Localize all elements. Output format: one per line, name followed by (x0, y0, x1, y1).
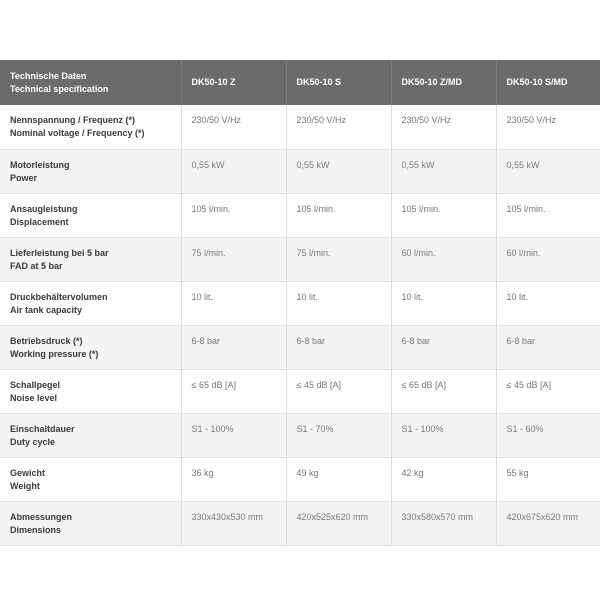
row-label (0, 193, 181, 237)
table-cell: ≤ 65 dB [A] (181, 369, 286, 413)
table-cell: 55 kg (496, 457, 600, 501)
table-cell: 230/50 V/Hz (391, 105, 496, 149)
column-header-model: DK50-10 S (286, 60, 391, 105)
row-label-en: Duty cycle (10, 436, 56, 447)
table-cell: ≤ 45 dB [A] (286, 369, 391, 413)
table-cell: 0,55 kW (496, 149, 600, 193)
row-label-en: Displacement (10, 216, 69, 227)
table-cell: 10 lit. (286, 281, 391, 325)
row-label-en: Working pressure (*) (10, 348, 99, 359)
table-cell: 105 l/min. (181, 193, 286, 237)
table-cell: 6-8 bar (286, 325, 391, 369)
table-row (0, 457, 600, 501)
row-label (0, 413, 181, 457)
row-label (0, 237, 181, 281)
table-cell: 0,55 kW (391, 149, 496, 193)
table-cell: 6-8 bar (181, 325, 286, 369)
header-label-en: Technical specification (10, 83, 109, 94)
table-cell: 420x675x620 mm (496, 501, 600, 545)
row-label-de: Lieferleistung bei 5 bar (10, 247, 109, 258)
table-row (0, 501, 600, 545)
row-label-en: Weight (10, 480, 40, 491)
table-row (0, 325, 600, 369)
table-cell: 10 lit. (391, 281, 496, 325)
row-label-de: Gewicht (10, 467, 46, 478)
table-cell: 60 l/min. (496, 237, 600, 281)
table-cell: S1 - 70% (286, 413, 391, 457)
table-cell: 36 kg (181, 457, 286, 501)
table-body (0, 105, 600, 545)
table-cell: S1 - 100% (391, 413, 496, 457)
column-header-model: DK50-10 Z/MD (391, 60, 496, 105)
table-cell: 420x525x620 mm (286, 501, 391, 545)
row-label (0, 501, 181, 545)
table-cell: 105 l/min. (391, 193, 496, 237)
row-label (0, 325, 181, 369)
column-header-model: DK50-10 Z (181, 60, 286, 105)
table-row (0, 281, 600, 325)
table-row (0, 369, 600, 413)
row-label-en: FAD at 5 bar (10, 260, 63, 271)
row-label-en: Air tank capacity (10, 304, 83, 315)
table-cell: ≤ 45 dB [A] (496, 369, 600, 413)
column-header-model: DK50-10 S/MD (506, 77, 568, 87)
table-cell: 42 kg (391, 457, 496, 501)
table-row (0, 237, 600, 281)
table-row (0, 149, 600, 193)
table-cell: 49 kg (286, 457, 391, 501)
row-label-en: Noise level (10, 392, 58, 403)
table-cell: 0,55 kW (181, 149, 286, 193)
table-cell: S1 - 60% (496, 413, 600, 457)
table-row (0, 413, 600, 457)
row-label-de: Druckbehältervolumen (10, 291, 108, 302)
header-label-de: Technische Daten (10, 70, 87, 81)
table-row (0, 193, 600, 237)
table-cell: 10 lit. (496, 281, 600, 325)
row-label-de: Betriebsdruck (*) (10, 335, 83, 346)
table-cell: ≤ 65 dB [A] (391, 369, 496, 413)
row-label (0, 149, 181, 193)
table-cell: 230/50 V/Hz (496, 105, 600, 149)
table-cell: 105 l/min. (286, 193, 391, 237)
table-cell: 10 lit. (181, 281, 286, 325)
row-label (0, 369, 181, 413)
row-label-en: Dimensions (10, 524, 62, 535)
table-cell: 0,55 kW (286, 149, 391, 193)
row-label-de: Ansaugleistung (10, 203, 78, 214)
table-cell: 6-8 bar (391, 325, 496, 369)
table-row (0, 105, 600, 149)
table-cell: 60 l/min. (391, 237, 496, 281)
header-label-cell (0, 60, 181, 105)
table-cell: 330x430x530 mm (181, 501, 286, 545)
table-cell: 330x580x570 mm (391, 501, 496, 545)
table-cell: 6-8 bar (496, 325, 600, 369)
row-label (0, 281, 181, 325)
row-label-de: Einschaltdauer (10, 423, 75, 434)
table-cell: S1 - 100% (181, 413, 286, 457)
row-label-de: Schallpegel (10, 379, 61, 390)
table-cell: 75 l/min. (181, 237, 286, 281)
table-cell: 230/50 V/Hz (181, 105, 286, 149)
row-label (0, 457, 181, 501)
row-label-de: Abmessungen (10, 511, 73, 522)
spec-table (0, 60, 600, 546)
row-label-de: Motorleistung (10, 159, 70, 170)
row-label-en: Power (10, 172, 38, 183)
table-cell: 75 l/min. (286, 237, 391, 281)
table-cell: 230/50 V/Hz (286, 105, 391, 149)
row-label-de: Nennspannung / Frequenz (*) (10, 115, 135, 125)
table-cell: 105 l/min. (496, 193, 600, 237)
row-label-en: Nominal voltage / Frequency (*) (10, 128, 145, 138)
table-header-row (0, 60, 600, 105)
row-label (0, 105, 181, 149)
